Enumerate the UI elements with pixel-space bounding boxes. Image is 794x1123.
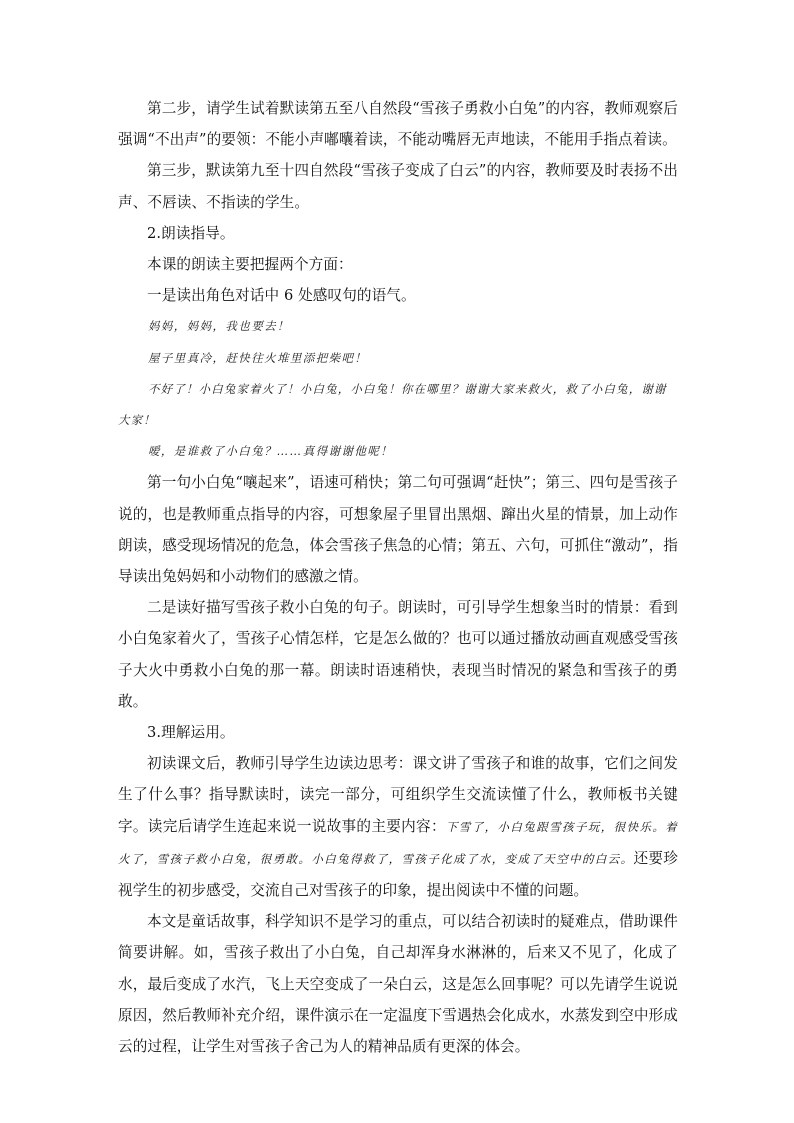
paragraph-intro: 本课的朗读主要把握两个方面： (147, 256, 353, 274)
quote-line-2: 屋子里真冷，赶快往火堆里添把柴吧！ (148, 350, 368, 365)
paragraph-point1: 一是读出角色对话中 6 处感叹句的语气。 (147, 287, 416, 305)
quote-line-1: 妈妈，妈妈，我也要去！ (148, 319, 290, 334)
paragraph-step2: 第二步，请学生试着默读第五至八自然段“雪孩子勇救小白兔”的内容，教师观察后强调“不出声”的要领：不能小声嘟囔着读，不能动嘴唇无声地读，不能用手指点着读。 (118, 100, 678, 149)
paragraph-apply (118, 748, 678, 906)
apply-story-summary: 下雪了，小白兔跟雪孩子玩，很快乐。着火了，雪孩子救小白兔，很勇敢。小白兔得救了，雪孩子化成了水，变成了天空中的白云。 (118, 819, 678, 866)
document-page (118, 93, 678, 1062)
paragraph-step3: 第三步，默读第九至十四自然段“雪孩子变成了白云”的内容，教师要及时表扬不出声、不唇读、不指读的学生。 (118, 162, 678, 211)
paragraph-explain1: 第一句小白兔“嚷起来”，语速可稍快；第二句可强调“赶快”；第三、四句是雪孩子说的，也是教师重点指导的内容，可想象屋子里冒出黑烟、蹿出火星的情景，加上动作朗读，感受现场情况的危急，体会雪孩子焦急的心情；第五、六句，可抓住“激动”，指导读出兔妈妈和小动物们的感激之情。 (118, 474, 678, 586)
section-heading-reading-guidance: 2.朗读指导。 (147, 224, 235, 242)
quote-line-3: 不好了！小白兔家着火了！小白兔，小白兔！你在哪里？谢谢大家来救火，救了小白兔，谢谢大家！ (118, 381, 667, 428)
paragraph-point2: 二是读好描写雪孩子救小白兔的句子。朗读时，可引导学生想象当时的情景：看到小白兔家着火了，雪孩子心情怎样，它是怎么做的？也可以通过播放动画直观感受雪孩子大火中勇救小白兔的那一幕。朗读时语速稍快，表现当时情况的紧急和雪孩子的勇敢。 (118, 599, 678, 710)
paragraph-science: 本文是童话故事，科学知识不是学习的重点，可以结合初读时的疑难点，借助课件简要讲解。如，雪孩子救出了小白兔，自己却浑身水淋淋的，后来又不见了，化成了水，最后变成了水汽，飞上天空变成了一朵白云，这是怎么回事呢？可以先请学生说说原因，然后教师补充介绍，课件演示在一定温度下雪遇热会化成水，水蒸发到空中形成云的过程，让学生对雪孩子舍己为人的精神品质有更深的体会。 (118, 913, 678, 1056)
section-heading-understand-apply: 3.理解运用。 (147, 724, 235, 742)
apply-text-part1: 初读课文后，教师引导学生边读边思考：课文讲了雪孩子和谁的故事，它们之间发生了什么事？指导默读时，读完一部分，可组织学生交流读懂了什么，教师板书关键字。读完后请学生连起来说一说故事的主要内容： (118, 755, 678, 835)
apply-text-part2: 还要珍视学生的初步感受，交流自己对雪孩子的印象，提出阅读中不懂的问题。 (118, 849, 678, 900)
quote-line-4: 嗳，是谁救了小白兔？……真得谢谢他呢！ (148, 444, 394, 459)
